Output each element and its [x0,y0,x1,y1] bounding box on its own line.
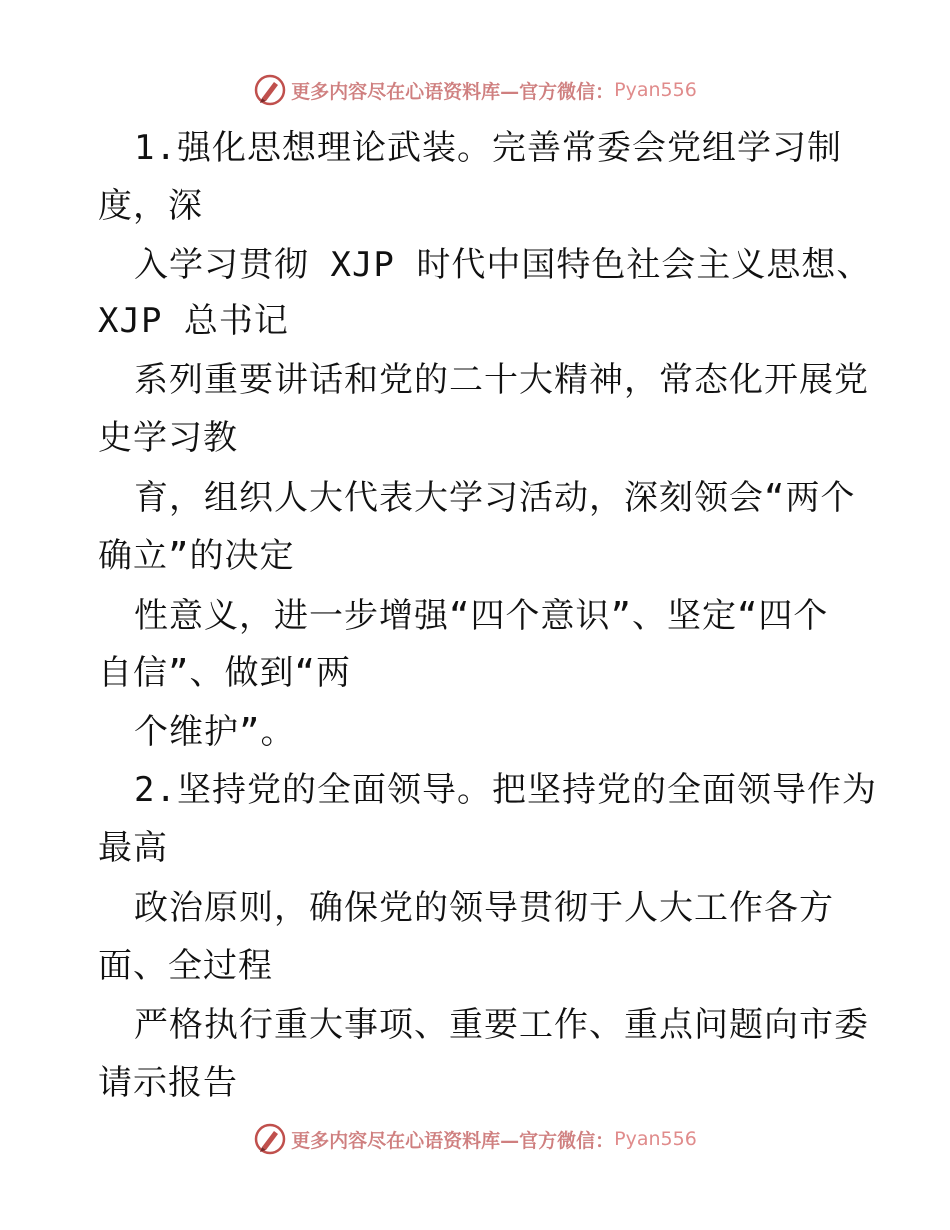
text-line: 育，组织人大代表大学习活动，深刻领会“两个 [134,478,856,518]
text-line: 请示报告 [98,1063,238,1103]
watermark-text: 更多内容尽在心语资料库—官方微信： [291,1129,615,1152]
text-line: 1.强化思想理论武装。完善常委会党组学习制 [134,128,842,168]
pen-logo-icon [253,1122,287,1156]
header-watermark [0,70,950,110]
text-line: 度，深 [98,186,203,226]
text-line: 2.坚持党的全面领导。把坚持党的全面领导作为 [134,770,877,810]
footer-watermark [0,1119,950,1159]
text-line: 系列重要讲话和党的二十大精神，常态化开展党 [134,360,869,400]
watermark-wechat-id: Pyan556 [614,79,697,101]
text-line: 最高 [98,828,168,868]
text-line: 史学习教 [98,418,238,458]
text-line: 入学习贯彻 XJP 时代中国特色社会主义思想、 [134,245,872,285]
text-line: 确立”的决定 [98,536,295,576]
text-line: 自信”、做到“两 [98,653,351,693]
watermark-text: 更多内容尽在心语资料库—官方微信： [291,80,615,103]
text-line: 严格执行重大事项、重要工作、重点问题向市委 [134,1005,869,1045]
text-line: XJP 总书记 [98,301,289,341]
text-line: 个维护”。 [134,712,296,752]
text-line: 政治原则，确保党的领导贯彻于人大工作各方 [134,888,834,928]
text-line: 面、全过程 [98,946,273,986]
pen-logo-icon [253,73,287,107]
watermark-wechat-id: Pyan556 [614,1128,697,1150]
text-line: 性意义，进一步增强“四个意识”、坚定“四个 [134,596,829,636]
